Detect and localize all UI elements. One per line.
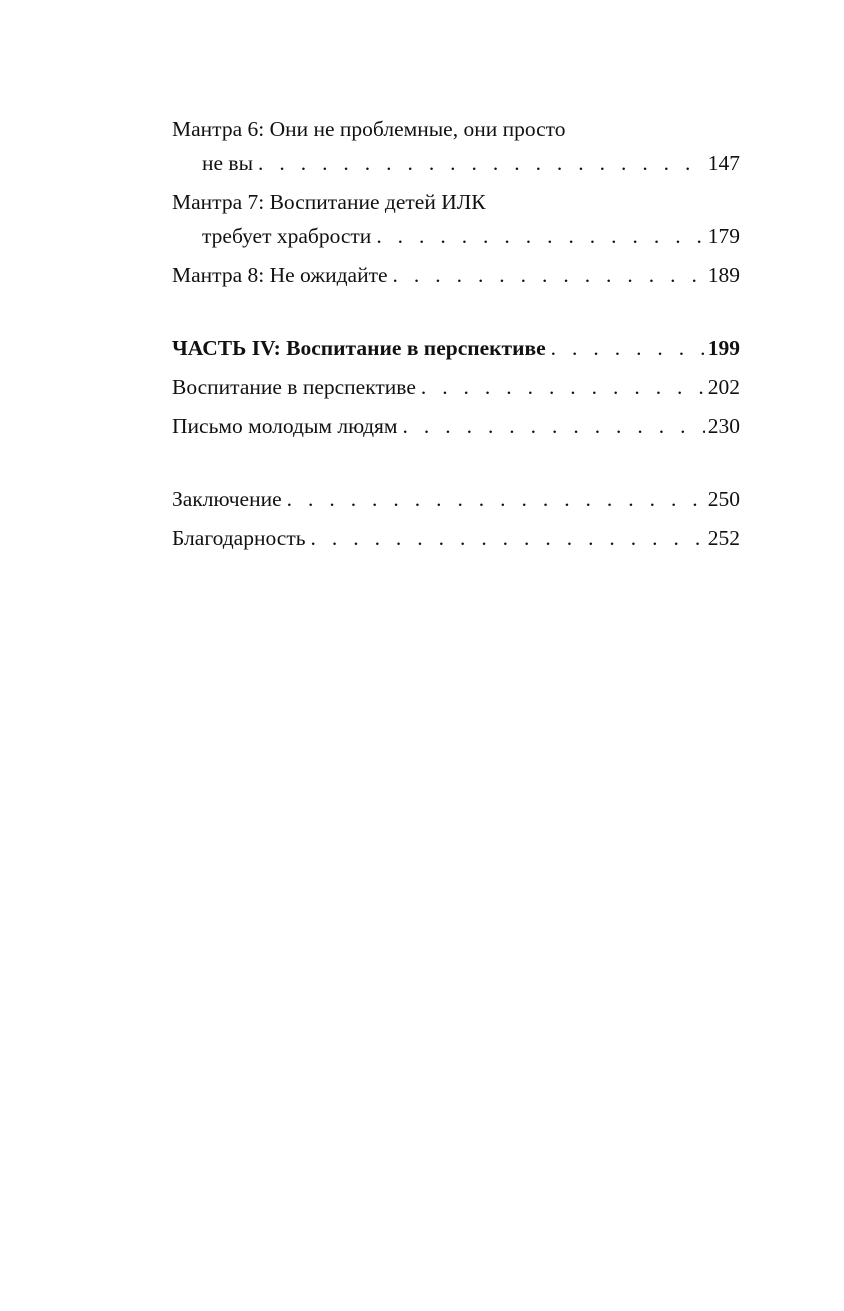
toc-entry-title-continuation: не вы (202, 151, 254, 175)
dot-leader (376, 219, 704, 253)
toc-entry-part-4[interactable] (172, 331, 740, 365)
toc-entry-title: Воспитание в перспективе (172, 375, 416, 399)
toc-page-number: 147 (707, 151, 740, 175)
toc-page-number: 230 (707, 414, 740, 438)
toc-entry-title: Письмо молодым людям (172, 414, 398, 438)
toc-part-title: ЧАСТЬ IV: Воспитание в перспективе (172, 336, 546, 360)
dot-leader (551, 331, 705, 365)
toc-entry-title: Благодарность (172, 526, 306, 550)
dot-leader (421, 370, 705, 404)
toc-entry-mantra-7[interactable] (172, 185, 740, 253)
dot-leader (287, 482, 705, 516)
dot-leader (393, 258, 705, 292)
toc-entry-conclusion[interactable] (172, 482, 740, 516)
toc-entry-title: Заключение (172, 487, 282, 511)
toc-entry-acknowledgements[interactable] (172, 521, 740, 555)
toc-page-number: 252 (707, 526, 740, 550)
toc-page-number: 202 (707, 375, 740, 399)
toc-entry-mantra-6[interactable] (172, 112, 740, 180)
dot-leader (258, 146, 705, 180)
toc-entry-letter-young-people[interactable] (172, 409, 740, 443)
dot-leader (403, 409, 705, 443)
toc-page-number: 199 (707, 336, 740, 360)
toc-entry-title-continuation: требует храбрости (202, 224, 372, 248)
toc-entry-title-line: Мантра 6: Они не проблемные, они просто (172, 117, 566, 141)
toc-entry-title: Мантра 8: Не ожидайте (172, 263, 388, 287)
toc-entry-upbringing-perspective[interactable] (172, 370, 740, 404)
dot-leader (311, 521, 705, 555)
table-of-contents (172, 112, 740, 560)
toc-page-number: 179 (707, 224, 740, 248)
toc-page-number: 250 (707, 487, 740, 511)
toc-page-number: 189 (707, 263, 740, 287)
toc-entry-mantra-8[interactable] (172, 258, 740, 292)
toc-entry-title-line: Мантра 7: Воспитание детей ИЛК (172, 190, 486, 214)
